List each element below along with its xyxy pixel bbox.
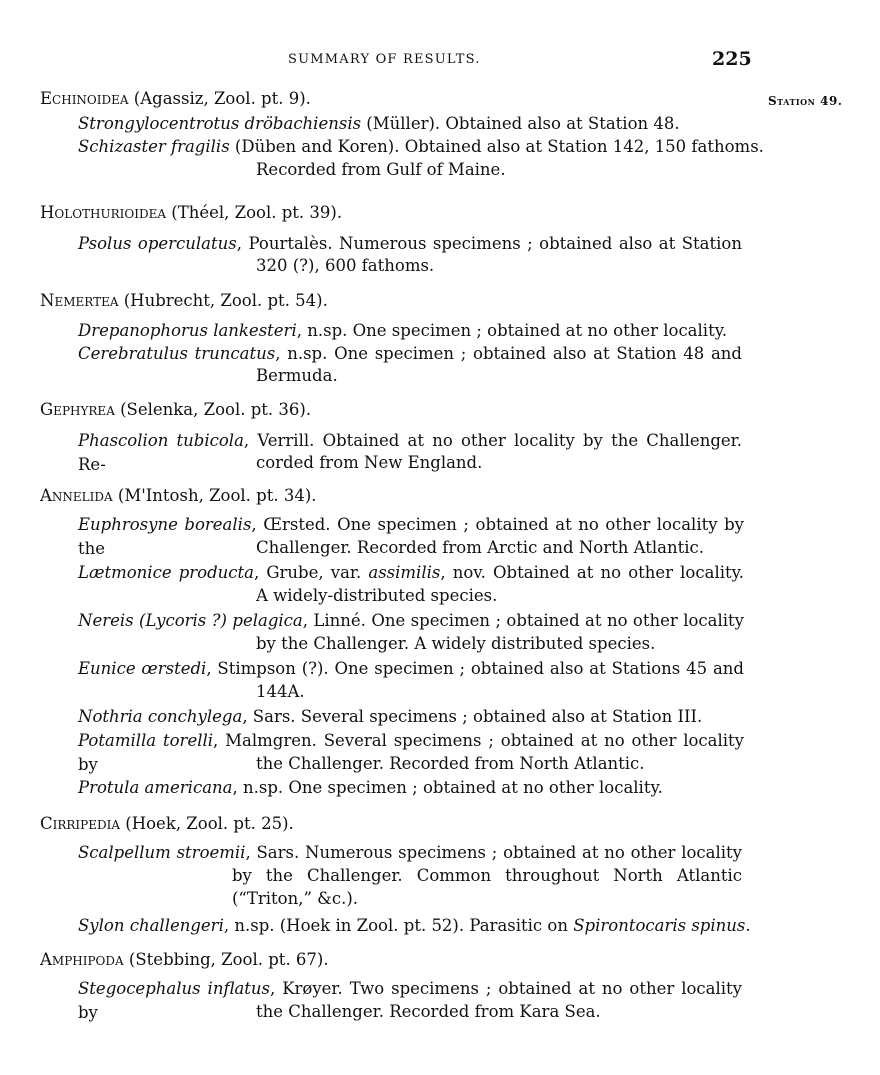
species-authority: , n.sp. [232,778,284,797]
group-heading [40,291,328,310]
species-authority: , Grube, var. [254,563,369,582]
species-note: Obtained at no other locality by the Challenger. Re- [78,431,742,474]
group-name: Amphipoda [40,950,124,969]
group-ref: (Stebbing, Zool. pt. 67). [123,950,329,969]
group-name: Gephyrea [40,400,115,419]
species-name: Strongylocentrotus dröbachiensis [78,114,362,133]
entry-line [78,776,663,800]
species-name: Drepanophorus lankesteri [78,321,297,340]
species-authority: , n.sp. (Hoek in Zool. pt. 52). Parasitic on [223,916,574,935]
group-heading [40,203,342,222]
entry-line [78,112,680,136]
species-authority: , Sars. [245,843,300,862]
species-name: Nothria conchylega [78,707,243,726]
species-note: Several specimens ; obtained also at Station III. [295,707,703,726]
species-name: Nereis (Lycoris ?) pelagica [78,611,303,630]
species-note: One specimen ; obtained at no other locality. [347,321,728,340]
entry-continuation: 320 (?), 600 fathoms. [256,256,435,275]
entry-continuation: the Challenger. Recorded from Kara Sea. [256,1002,601,1021]
entry-continuation: (“Triton,” &c.). [232,889,359,908]
species-authority: , Krøyer. [270,979,343,998]
entry-line [78,232,742,256]
species-name: Schizaster fragilis [78,137,230,156]
group-heading [40,400,311,419]
running-head: SUMMARY OF RESULTS. [288,52,481,67]
species-note: One specimen ; obtained at no other locality. [283,778,663,797]
entry-continuation: corded from New England. [256,453,483,472]
species-authority: , Verrill. [243,431,315,450]
group-ref: (Agassiz, Zool. pt. 9). [128,89,311,108]
species-note: Obtained also at Station 48. [440,114,680,133]
group-heading [40,950,329,969]
entry-continuation: Recorded from Gulf of Maine. [256,160,506,179]
entry-continuation: A widely-distributed species. [256,586,498,605]
species-name: Phascolion tubicola [78,431,244,450]
species-name: Potamilla torelli [78,731,214,750]
species-authority: , Pourtalès. [236,234,333,253]
entry-line [78,609,744,633]
species-note: Two specimens ; obtained at no other locality by [78,979,742,1022]
species-authority: , n.sp. [296,321,348,340]
species-name: Protula americana [78,778,233,797]
species-note: Numerous specimens ; obtained at no other locality [299,843,742,862]
species-authority: , Linné. [302,611,366,630]
species-note: Numerous specimens ; obtained also at Station [332,234,742,253]
species-name: Cerebratulus truncatus [78,344,276,363]
page-number: 225 [712,48,752,70]
species-authority: , Œrsted. [251,515,331,534]
species-name: Psolus operculatus [78,234,237,253]
entry-line [78,705,702,729]
species-note: Obtained also at Station 142, 150 fathoms. [399,137,764,156]
species-note: One specimen ; obtained also at Stations 45 and [328,659,744,678]
species-authority: , Sars. [242,707,296,726]
entry-continuation: the Challenger. Recorded from North Atlantic. [256,754,645,773]
group-ref: (Selenka, Zool. pt. 36). [114,400,312,419]
entry-end: . [745,916,751,935]
species-note: Obtained at no other locality. [485,563,745,582]
entry-continuation: Challenger. Recorded from Arctic and North Atlantic. [256,538,704,557]
entry-continuation: by the Challenger. A widely distributed species. [256,634,656,653]
group-name: Holothurioidea [40,203,167,222]
entry-line [78,914,751,938]
group-heading [40,814,294,833]
host-species-name: Spirontocaris spinus [573,916,746,935]
species-authority: (Müller). [361,114,441,133]
group-ref: (Hoek, Zool. pt. 25). [120,814,294,833]
species-authority: (Düben and Koren). [229,137,400,156]
entry-continuation: 144A. [256,682,305,701]
group-heading [40,89,311,108]
species-authority: , Malmgren. [213,731,317,750]
entry-continuation: Bermuda. [256,366,338,385]
species-name: Stegocephalus inflatus [78,979,271,998]
species-note: One specimen ; obtained at no other locality [365,611,744,630]
entry-line [78,342,742,366]
group-ref: (Théel, Zool. pt. 39). [166,203,343,222]
group-heading [40,486,317,505]
entry-line [78,319,727,343]
species-name: Eunice œrstedi [78,659,207,678]
group-name: Cirripedia [40,814,121,833]
species-note: One specimen ; obtained at no other locality by the [78,515,744,558]
variety-authority: , nov. [440,563,486,582]
station-label: Station 49. [768,94,843,108]
species-note: Several specimens ; obtained at no other locality by [78,731,744,774]
group-ref: (M'Intosh, Zool. pt. 34). [112,486,317,505]
species-authority: , n.sp. [275,344,328,363]
species-authority: , Stimpson (?). [206,659,329,678]
species-name: Sylon challengeri [78,916,224,935]
entry-line [78,841,742,865]
group-name: Nemertea [40,291,119,310]
group-name: Annelida [40,486,113,505]
entry-line [78,135,764,159]
entry-continuation: by the Challenger. Common throughout North Atlantic [232,866,742,885]
variety-name: assimilis [368,563,441,582]
entry-line [78,657,744,681]
species-name: Lætmonice producta [78,563,254,582]
species-name: Scalpellum stroemii [78,843,246,862]
group-ref: (Hubrecht, Zool. pt. 54). [118,291,328,310]
group-name: Echinoidea [40,89,129,108]
page-header [0,48,880,72]
species-name: Euphrosyne borealis [78,515,252,534]
species-note: One specimen ; obtained also at Station 48 and [327,344,742,363]
entry-line [78,561,744,585]
